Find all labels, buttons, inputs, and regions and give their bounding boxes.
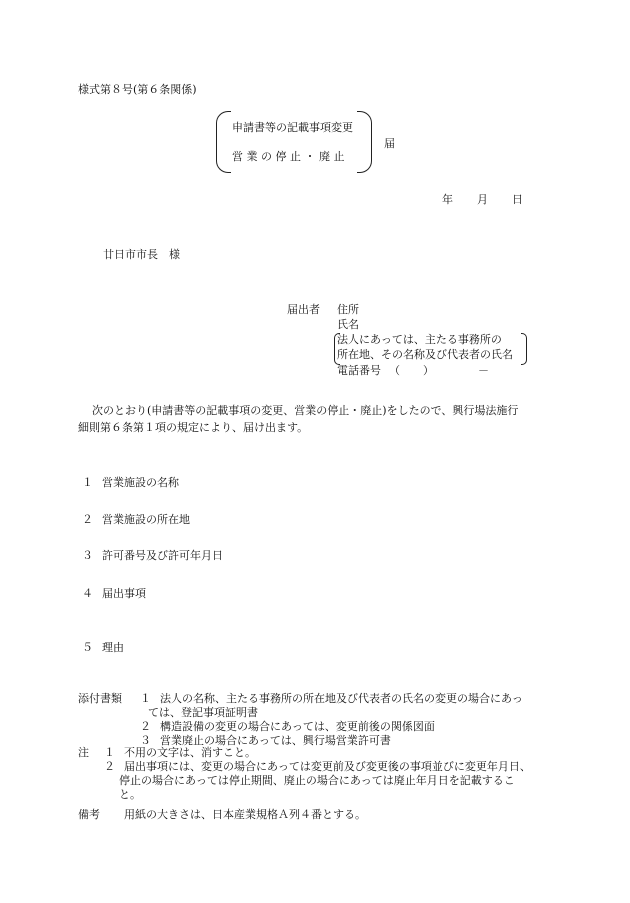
intro-line2: 細則第６条第１項の規定により、届け出ます。 xyxy=(78,421,309,434)
address-label: 住所 xyxy=(337,303,359,316)
attachment-1-line2: ては、登記事項証明書 xyxy=(148,706,258,719)
item-number: ３ xyxy=(82,549,93,562)
corp-note-line2: 所在地、その名称及び代表者の氏名 xyxy=(337,348,513,361)
date-day: 日 xyxy=(512,193,523,206)
attachment-3-number: ３ xyxy=(140,734,151,747)
title-bracket-left xyxy=(216,111,231,173)
remarks-label: 備考 xyxy=(78,808,100,821)
phone-close-paren: ） xyxy=(423,364,434,377)
attachment-2-text: 構造設備の変更の場合にあっては、変更前後の関係図面 xyxy=(160,720,435,733)
item-number: ４ xyxy=(82,587,93,600)
title-option-suspend: 営 業 の 停 止 ・ 廃 止 xyxy=(232,150,345,163)
notes-label: 注 xyxy=(78,746,89,759)
attachments-label: 添付書類 xyxy=(78,692,122,705)
date-year: 年 xyxy=(442,193,453,206)
date-month: 月 xyxy=(477,193,488,206)
attachment-2-number: ２ xyxy=(140,720,151,733)
attachment-1-number: １ xyxy=(140,692,151,705)
attachment-3-text: 営業廃止の場合にあっては、興行場営業許可書 xyxy=(160,734,391,747)
note-2-number: ２ xyxy=(104,760,115,773)
note-1-number: １ xyxy=(104,746,115,759)
note-2-line2: 停止の場合にあっては停止期間、廃止の場合にあっては廃止年月日を記載するこ xyxy=(119,774,515,787)
name-label: 氏名 xyxy=(337,318,359,331)
intro-line1: 次のとおり(申請書等の記載事項の変更、営業の停止・廃止)をしたので、興行場法施行 xyxy=(92,404,519,417)
item-reason xyxy=(82,641,124,655)
item-number: ２ xyxy=(82,513,93,526)
title-suffix: 届 xyxy=(384,137,395,150)
note-2-line1: 届出事項には、変更の場合にあっては変更前及び変更後の事項並びに変更年月日、 xyxy=(124,760,531,773)
remarks-text: 用紙の大きさは、日本産業規格Ａ列４番とする。 xyxy=(124,808,366,821)
note-1-text: 不用の文字は、消すこと。 xyxy=(124,746,256,759)
attachment-1-line1: 法人の名称、主たる事務所の所在地及び代表者の氏名の変更の場合にあっ xyxy=(160,692,523,705)
item-label: 許可番号及び許可年月日 xyxy=(102,549,223,562)
title-option-change: 申請書等の記載事項変更 xyxy=(232,121,353,134)
corp-note-line1: 法人にあっては、主たる事務所の xyxy=(337,333,502,346)
item-label: 理由 xyxy=(102,641,124,654)
corp-note-bracket-right xyxy=(521,333,527,365)
item-label: 営業施設の所在地 xyxy=(102,513,190,526)
phone-open-paren: （ xyxy=(389,364,400,377)
note-2-line3: と。 xyxy=(119,788,141,801)
applicant-label: 届出者 xyxy=(287,303,320,316)
item-facility-name xyxy=(82,476,179,490)
item-notification-matter xyxy=(82,587,146,601)
item-number: ５ xyxy=(82,641,93,654)
item-label: 営業施設の名称 xyxy=(102,476,179,489)
item-label: 届出事項 xyxy=(102,587,146,600)
phone-label: 電話番号 xyxy=(337,364,381,377)
phone-dash: － xyxy=(478,364,489,377)
item-facility-address xyxy=(82,513,190,527)
addressee: 廿日市市長 様 xyxy=(103,248,180,261)
title-bracket-right xyxy=(357,111,372,173)
item-number: １ xyxy=(82,476,93,489)
form-label: 様式第８号(第６条関係) xyxy=(78,83,197,96)
item-permit-number xyxy=(82,549,223,563)
